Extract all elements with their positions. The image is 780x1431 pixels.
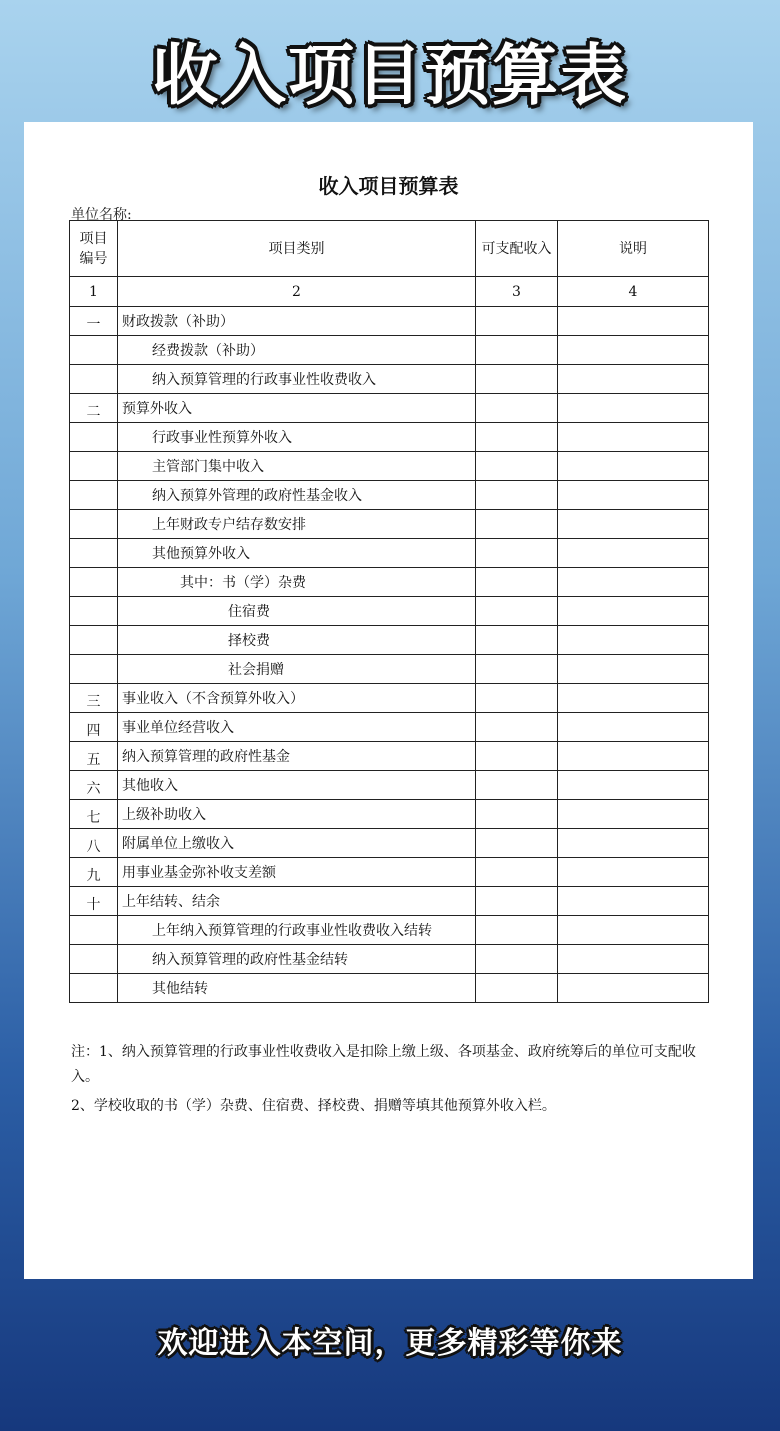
description-cell[interactable] — [558, 829, 709, 858]
disposable-income-cell[interactable] — [476, 481, 558, 510]
item-category-cell: 纳入预算管理的政府性基金 — [118, 742, 476, 771]
table-row — [70, 336, 709, 365]
item-number: 七 — [86, 810, 101, 826]
table-row — [70, 742, 709, 771]
item-number: 六 — [86, 781, 101, 797]
description-cell[interactable] — [558, 365, 709, 394]
item-number-cell — [70, 452, 118, 481]
item-number-cell — [70, 829, 118, 858]
description-cell[interactable] — [558, 858, 709, 887]
document-title: 收入项目预算表 — [318, 174, 459, 198]
column-number: 2 — [118, 277, 476, 307]
item-number-cell — [70, 742, 118, 771]
table-row — [70, 684, 709, 713]
note-1: 注：1、纳入预算管理的行政事业性收费收入是扣除上缴上级、各项基金、政府统筹后的单位可支配收入。 — [71, 1044, 696, 1085]
note-2: 2、学校收取的书（学）杂费、住宿费、择校费、捐赠等填其他预算外收入栏。 — [71, 1098, 556, 1114]
item-number-cell — [70, 800, 118, 829]
item-category-cell: 财政拨款（补助） — [118, 307, 476, 336]
disposable-income-cell[interactable] — [476, 539, 558, 568]
column-number: 4 — [558, 277, 709, 307]
unit-name-label: 单位名称: — [71, 207, 132, 223]
item-number-cell — [70, 945, 118, 974]
item-number: 九 — [86, 868, 101, 884]
description-cell[interactable] — [558, 887, 709, 916]
item-number-cell — [70, 597, 118, 626]
item-category-cell: 附属单位上缴收入 — [118, 829, 476, 858]
description-cell[interactable] — [558, 945, 709, 974]
table-row — [70, 626, 709, 655]
disposable-income-cell[interactable] — [476, 945, 558, 974]
item-number: 一 — [86, 317, 101, 333]
table-row — [70, 394, 709, 423]
item-number: 二 — [86, 404, 101, 420]
item-number-cell — [70, 713, 118, 742]
table-row — [70, 655, 709, 684]
description-cell[interactable] — [558, 597, 709, 626]
column-number: 1 — [70, 277, 118, 307]
item-category-cell: 纳入预算管理的行政事业性收费收入 — [118, 365, 476, 394]
item-category-cell: 上年纳入预算管理的行政事业性收费收入结转 — [118, 916, 476, 945]
header-item-category: 项目类别 — [118, 221, 476, 277]
table-row — [70, 713, 709, 742]
table-row — [70, 858, 709, 887]
item-number: 三 — [86, 694, 101, 710]
item-category-cell: 其他结转 — [118, 974, 476, 1003]
table-row — [70, 539, 709, 568]
table-row — [70, 452, 709, 481]
disposable-income-cell[interactable] — [476, 713, 558, 742]
description-cell[interactable] — [558, 452, 709, 481]
item-number-cell — [70, 626, 118, 655]
disposable-income-cell[interactable] — [476, 916, 558, 945]
footer-slogan: 欢迎进入本空间，更多精彩等你来 — [157, 1326, 623, 1361]
disposable-income-cell[interactable] — [476, 336, 558, 365]
table-row — [70, 916, 709, 945]
disposable-income-cell[interactable] — [476, 597, 558, 626]
item-category-cell: 上年结转、结余 — [118, 887, 476, 916]
table-row — [70, 771, 709, 800]
item-number-cell — [70, 336, 118, 365]
disposable-income-cell[interactable] — [476, 684, 558, 713]
description-cell[interactable] — [558, 742, 709, 771]
item-number-cell — [70, 307, 118, 336]
item-category-cell: 经费拨款（补助） — [118, 336, 476, 365]
table-row — [70, 829, 709, 858]
disposable-income-cell[interactable] — [476, 742, 558, 771]
disposable-income-cell[interactable] — [476, 394, 558, 423]
description-cell[interactable] — [558, 423, 709, 452]
item-number-cell — [70, 771, 118, 800]
header-disposable-income: 可支配收入 — [476, 221, 558, 277]
description-cell[interactable] — [558, 800, 709, 829]
column-number: 3 — [476, 277, 558, 307]
disposable-income-cell[interactable] — [476, 307, 558, 336]
item-number-cell — [70, 481, 118, 510]
item-category-cell: 社会捐赠 — [118, 655, 476, 684]
table-row — [70, 800, 709, 829]
table-row — [70, 945, 709, 974]
description-cell[interactable] — [558, 481, 709, 510]
description-cell[interactable] — [558, 626, 709, 655]
item-category-cell: 纳入预算外管理的政府性基金收入 — [118, 481, 476, 510]
disposable-income-cell[interactable] — [476, 365, 558, 394]
description-cell[interactable] — [558, 307, 709, 336]
description-cell[interactable] — [558, 771, 709, 800]
description-cell[interactable] — [558, 974, 709, 1003]
disposable-income-cell[interactable] — [476, 452, 558, 481]
item-category-cell: 主管部门集中收入 — [118, 452, 476, 481]
table-row — [70, 974, 709, 1003]
column-number-row — [70, 277, 709, 307]
item-category-cell: 其他预算外收入 — [118, 539, 476, 568]
disposable-income-cell[interactable] — [476, 887, 558, 916]
table-row — [70, 307, 709, 336]
notes — [71, 1040, 713, 1123]
description-cell[interactable] — [558, 336, 709, 365]
table-row — [70, 481, 709, 510]
disposable-income-cell[interactable] — [476, 858, 558, 887]
item-number-cell — [70, 655, 118, 684]
table-header-row — [70, 221, 709, 277]
disposable-income-cell[interactable] — [476, 510, 558, 539]
disposable-income-cell[interactable] — [476, 568, 558, 597]
description-cell[interactable] — [558, 713, 709, 742]
item-category-cell: 上年财政专户结存数安排 — [118, 510, 476, 539]
table-row — [70, 510, 709, 539]
banner-title: 收入项目预算表 — [152, 37, 628, 114]
item-category-cell: 事业单位经营收入 — [118, 713, 476, 742]
item-category-cell: 择校费 — [118, 626, 476, 655]
disposable-income-cell[interactable] — [476, 655, 558, 684]
disposable-income-cell[interactable] — [476, 800, 558, 829]
table-row — [70, 423, 709, 452]
document-page — [24, 122, 753, 1279]
item-number-cell — [70, 858, 118, 887]
description-cell[interactable] — [558, 655, 709, 684]
item-number-cell — [70, 568, 118, 597]
disposable-income-cell[interactable] — [476, 829, 558, 858]
item-category-cell: 行政事业性预算外收入 — [118, 423, 476, 452]
item-category-cell: 事业收入（不含预算外收入） — [118, 684, 476, 713]
description-cell[interactable] — [558, 394, 709, 423]
description-cell[interactable] — [558, 684, 709, 713]
item-number: 四 — [86, 723, 101, 739]
item-category-cell: 其他收入 — [118, 771, 476, 800]
table-row — [70, 887, 709, 916]
header-description: 说明 — [558, 221, 709, 277]
item-category-cell: 用事业基金弥补收支差额 — [118, 858, 476, 887]
budget-table — [69, 220, 709, 1003]
item-number-cell — [70, 539, 118, 568]
item-number-cell — [70, 510, 118, 539]
item-category-cell: 上级补助收入 — [118, 800, 476, 829]
description-cell[interactable] — [558, 568, 709, 597]
item-number: 八 — [86, 839, 101, 855]
description-cell[interactable] — [558, 510, 709, 539]
item-number-cell — [70, 887, 118, 916]
table-row — [70, 597, 709, 626]
item-number-cell — [70, 423, 118, 452]
item-number: 十 — [86, 897, 101, 913]
disposable-income-cell[interactable] — [476, 626, 558, 655]
item-category-cell: 住宿费 — [118, 597, 476, 626]
item-number-cell — [70, 684, 118, 713]
disposable-income-cell[interactable] — [476, 974, 558, 1003]
item-category-cell: 其中：书（学）杂费 — [118, 568, 476, 597]
item-number: 五 — [86, 752, 101, 768]
item-number-cell — [70, 974, 118, 1003]
disposable-income-cell[interactable] — [476, 423, 558, 452]
table-row — [70, 365, 709, 394]
table-row — [70, 568, 709, 597]
item-number-cell — [70, 916, 118, 945]
item-category-cell: 预算外收入 — [118, 394, 476, 423]
item-category-cell: 纳入预算管理的政府性基金结转 — [118, 945, 476, 974]
disposable-income-cell[interactable] — [476, 771, 558, 800]
description-cell[interactable] — [558, 539, 709, 568]
item-number-cell — [70, 394, 118, 423]
header-item-number: 项目编号 — [70, 221, 118, 277]
description-cell[interactable] — [558, 916, 709, 945]
item-number-cell — [70, 365, 118, 394]
